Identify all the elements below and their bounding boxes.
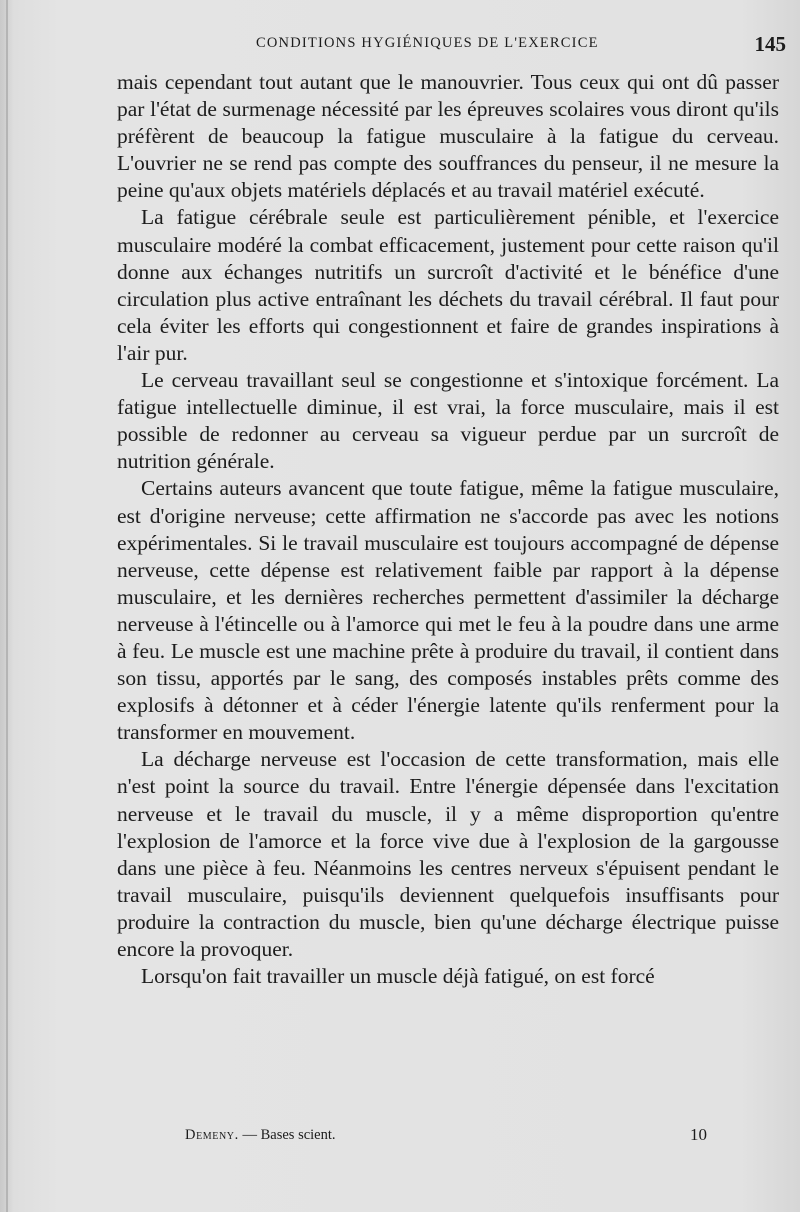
binding-gutter: [6, 0, 8, 1212]
sheet-number: 10: [690, 1125, 707, 1144]
paragraph: La fatigue cérébrale seule est particulièrement pénible, et l'exercice musculaire modéré la combat efficacement, justement pour cette raison qu'il donne aux échanges nutritifs un surcroît d'activité et le bénéfice d'une circulation plus active entraînant les déchets du travail cérébral. Il faut pour cela éviter les efforts qui congestionnent et faire de grandes inspirations à l'air pur.: [117, 205, 779, 365]
page-header: [0, 32, 800, 62]
paragraph: Certains auteurs avancent que toute fatigue, même la fatigue musculaire, est d'origine nerveuse; cette affirmation ne s'accorde pas avec les notions expérimentales. Si le travail musculaire est toujours accompagné de dépense nerveuse, cette dépense est relativement faible par rapport à la dépense musculaire, et les dernières recherches permettent d'assimiler la décharge nerveuse à l'étincelle ou à l'amorce qui met le feu à la poudre dans une arme à feu. Le muscle est une machine prête à produire du travail, il contient dans son tissu, apportés par le sang, des composés instables prêts comme des explosifs à détonner et à céder l'énergie latente qu'ils renferment pour la transformer en mouvement.: [117, 476, 779, 745]
footer-short-title: Bases scient.: [260, 1127, 336, 1143]
page-footer: [0, 1125, 800, 1155]
paragraph: Le cerveau travaillant seul se congestionne et s'intoxique forcément. La fatigue intellectuelle diminue, il est vrai, la force musculaire, mais il est possible de redonner au cerveau sa vigueur perdue par un surcroît de nutrition générale.: [117, 368, 779, 474]
running-title: CONDITIONS HYGIÉNIQUES DE L'EXERCICE: [256, 35, 599, 51]
paragraph: La décharge nerveuse est l'occasion de cette transformation, mais elle n'est point la source du travail. Entre l'énergie dépensée dans l'excitation nerveuse et le travail du muscle, il y a même disproportion qu'entre l'explosion de l'amorce et la force vive due à l'explosion de la gargousse dans une pièce à feu. Néanmoins les centres nerveux s'épuisent pendant le travail musculaire, puisqu'ils deviennent quelquefois insuffisants pour produire la contraction du muscle, bien qu'une décharge électrique puisse encore la provoquer.: [117, 747, 779, 961]
body-text: [117, 69, 779, 990]
footer-separator: —: [242, 1127, 257, 1143]
footer-signature: [185, 1127, 336, 1144]
page-number: 145: [754, 32, 786, 56]
footer-author: Demeny.: [185, 1127, 239, 1143]
paragraph: Lorsqu'on fait travailler un muscle déjà fatigué, on est forcé: [141, 964, 655, 989]
paragraph: mais cependant tout autant que le manouvrier. Tous ceux qui ont dû passer par l'état de surmenage nécessité par les épreuves scolaires vous diront qu'ils préfèrent de beaucoup la fatigue musculaire à la fatigue du cerveau. L'ouvrier ne se rend pas compte des souffrances du penseur, il ne mesure la peine qu'aux objets matériels déplacés et au travail matériel exécuté.: [117, 70, 779, 203]
